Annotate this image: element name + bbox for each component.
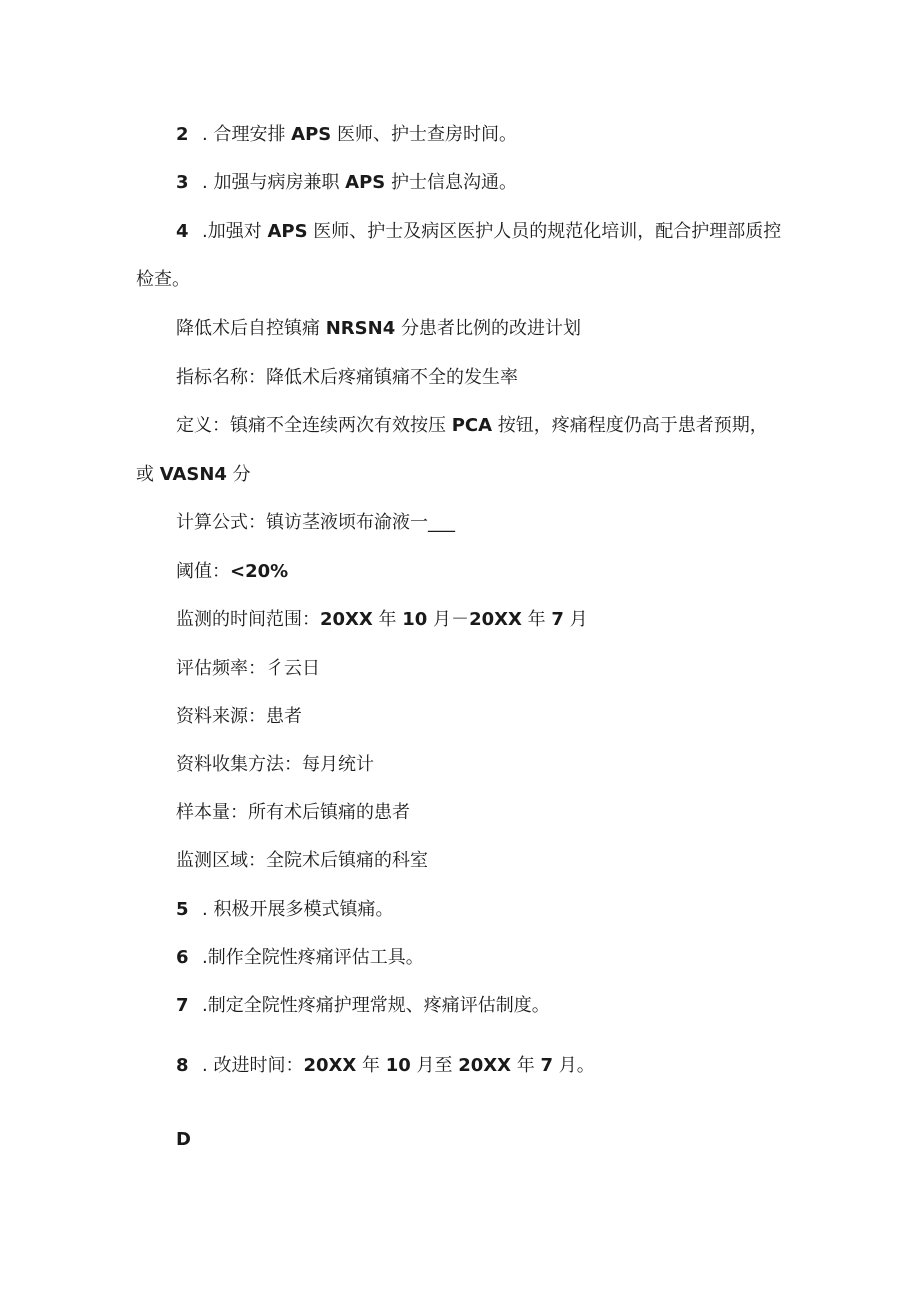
item-month: 10 [385,1055,411,1076]
item-text: 年 [511,1055,541,1076]
item-bold: APS [291,124,332,145]
item-text: . 积极开展多模式镇痛。 [202,899,394,920]
list-item-4 [176,221,781,243]
item-number: 6 [176,947,189,968]
item-month: 7 [540,1055,554,1076]
item-text: 医师、护士查房时间。 [331,124,517,145]
item-number: 5 [176,899,189,920]
item-bold: APS [345,172,386,193]
period-month: 10 [402,609,428,630]
item-number: 3 [176,172,189,193]
list-item-4-continuation: 检查。 [136,269,190,290]
period-year: 20XX [320,609,373,630]
item-number: 2 [176,124,189,145]
list-item-5 [176,899,393,921]
list-item-8 [176,1055,595,1077]
item-text: 年 [356,1055,386,1076]
formula: 计算公式：镇访茎液顷布渝液一___ [176,512,455,533]
definition-text: 或 [136,464,160,485]
item-year: 20XX [458,1055,512,1076]
item-bold: APS [267,221,308,242]
period-text: 月－ [427,609,470,630]
item-text: . 合理安排 [202,124,292,145]
definition-text: 定义：镇痛不全连续两次有效按压 [176,415,452,436]
period-label: 监测的时间范围： [176,609,320,630]
evaluation-frequency: 评估频率：彳云日 [176,658,320,679]
item-text: 月。 [553,1055,595,1076]
item-number: 4 [176,221,189,242]
item-text: 月至 [410,1055,459,1076]
item-text: 医师、护士及病区医护人员的规范化培训，配合护理部质控 [307,221,782,242]
list-item-7 [176,995,550,1017]
item-text: 护士信息沟通。 [385,172,517,193]
item-text: .制作全院性疼痛评估工具。 [202,947,424,968]
item-number: 8 [176,1055,189,1076]
list-item-6 [176,947,424,969]
threshold [176,561,288,583]
collection-method: 资料收集方法：每月统计 [176,754,374,775]
section-letter: D [176,1129,191,1150]
item-number: 7 [176,995,189,1016]
period-year: 20XX [469,609,522,630]
item-text: . 改进时间： [202,1055,304,1076]
definition-text: 按钮，疼痛程度仍高于患者预期， [492,415,768,436]
item-text: .加强对 [202,221,268,242]
definition-bold: PCA [451,415,493,436]
threshold-value: <20% [230,561,289,582]
definition-text: 分 [226,464,251,485]
definition-continuation [136,464,251,486]
item-text: .制定全院性疼痛护理常规、疼痛评估制度。 [202,995,550,1016]
item-year: 20XX [303,1055,357,1076]
period-text: 年 [521,609,552,630]
definition-bold: VASN4 [159,464,227,485]
plan-title-text: 分患者比例的改进计划 [395,318,581,339]
sample-size: 样本量：所有术后镇痛的患者 [176,802,410,823]
period-text: 年 [372,609,403,630]
definition [176,415,768,437]
period-text: 月 [563,609,588,630]
monitoring-area: 监测区域：全院术后镇痛的科室 [176,850,428,871]
list-item-3 [176,172,517,194]
plan-title-bold: NRSN4 [325,318,396,339]
item-text: . 加强与病房兼职 [202,172,346,193]
plan-title-text: 降低术后自控镇痛 [176,318,326,339]
indicator-name: 指标名称：降低术后疼痛镇痛不全的发生率 [176,367,518,388]
monitoring-period [176,609,588,631]
list-item-2 [176,124,517,146]
threshold-label: 阈值： [176,561,230,582]
period-month: 7 [551,609,564,630]
plan-title [176,318,581,340]
data-source: 资料来源：患者 [176,706,302,727]
